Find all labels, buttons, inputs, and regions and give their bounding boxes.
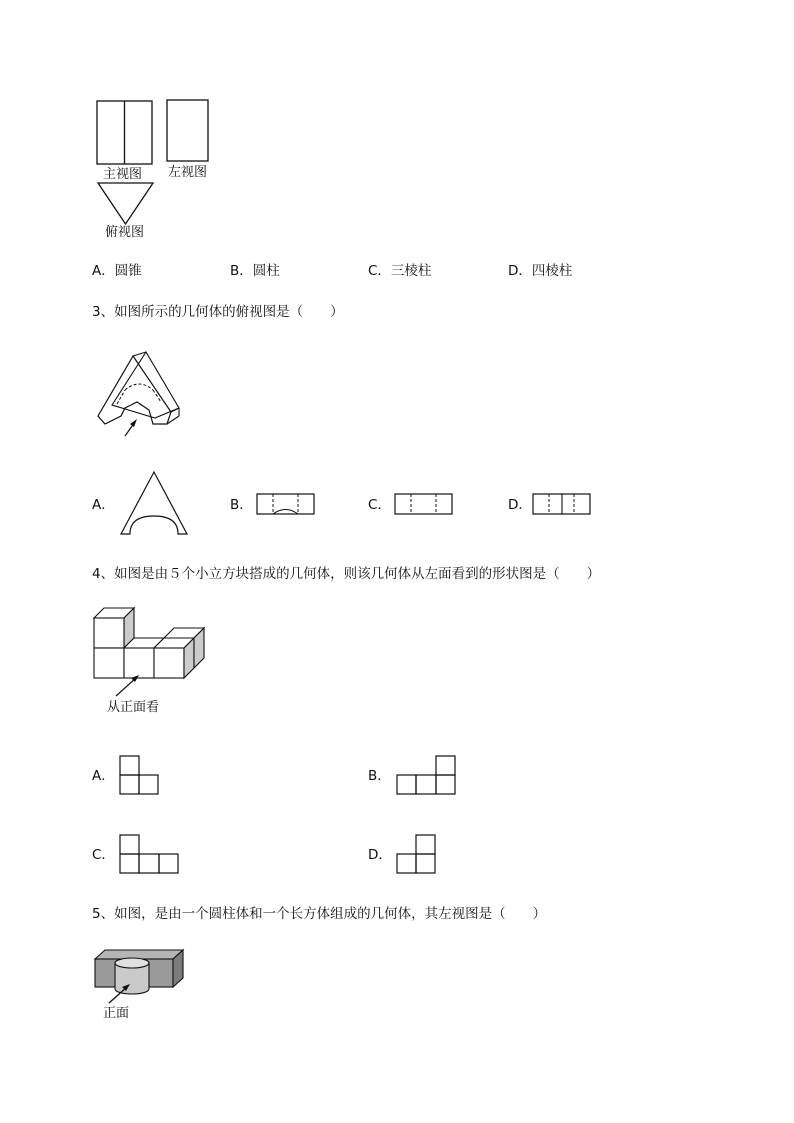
- q3-option-c-drawing[interactable]: [394, 493, 454, 517]
- q4-option-d-label[interactable]: D．: [368, 847, 392, 863]
- q3-option-c-label[interactable]: C．: [368, 497, 391, 513]
- q5-figure-caption: 正面: [103, 1006, 130, 1021]
- q5-cylinder-box-figure: [93, 947, 188, 1007]
- left-view-drawing: [166, 99, 210, 163]
- main-view-caption: 主视图: [103, 167, 143, 182]
- q3-option-b-label[interactable]: B．: [230, 497, 253, 513]
- q5-question-text: 5、如图，是由一个圆柱体和一个长方体组成的几何体，其左视图是（ ）: [92, 906, 547, 922]
- q3-option-b-drawing[interactable]: [256, 493, 316, 517]
- q3-option-d-label[interactable]: D．: [508, 497, 532, 513]
- q3-option-a-arch-drawing[interactable]: [120, 470, 190, 536]
- q4-option-c-label[interactable]: C．: [92, 847, 115, 863]
- top-view-caption: 俯视图: [105, 225, 145, 240]
- q4-option-c-drawing[interactable]: [119, 834, 181, 876]
- q3-option-a-label[interactable]: A．: [92, 497, 115, 513]
- q4-question-text: 4、如图是由５个小立方块搭成的几何体，则该几何体从左面看到的形状图是（ ）: [92, 566, 601, 582]
- q4-option-a-drawing[interactable]: [119, 755, 161, 797]
- q3-option-d-drawing[interactable]: [532, 493, 592, 517]
- q4-figure-caption: 从正面看: [107, 700, 160, 715]
- q4-option-b-drawing[interactable]: [396, 755, 458, 797]
- q3-question-text: 3、如图所示的几何体的俯视图是（ ）: [92, 304, 344, 320]
- q3-arch-solid-figure: [95, 350, 185, 440]
- q4-option-b-label[interactable]: B．: [368, 768, 391, 784]
- front-view-drawing: [96, 100, 154, 166]
- q4-option-d-drawing[interactable]: [396, 834, 438, 876]
- q2-option-d[interactable]: D．四棱柱: [508, 263, 573, 279]
- q2-option-c[interactable]: C．三棱柱: [368, 263, 432, 279]
- q4-option-a-label[interactable]: A．: [92, 768, 115, 784]
- left-view-caption: 左视图: [168, 165, 208, 180]
- q2-option-a[interactable]: A．圆锥: [92, 263, 142, 279]
- top-view-drawing: [97, 182, 155, 226]
- q2-option-b[interactable]: B．圆柱: [230, 263, 280, 279]
- q4-cubes-figure: [92, 606, 212, 702]
